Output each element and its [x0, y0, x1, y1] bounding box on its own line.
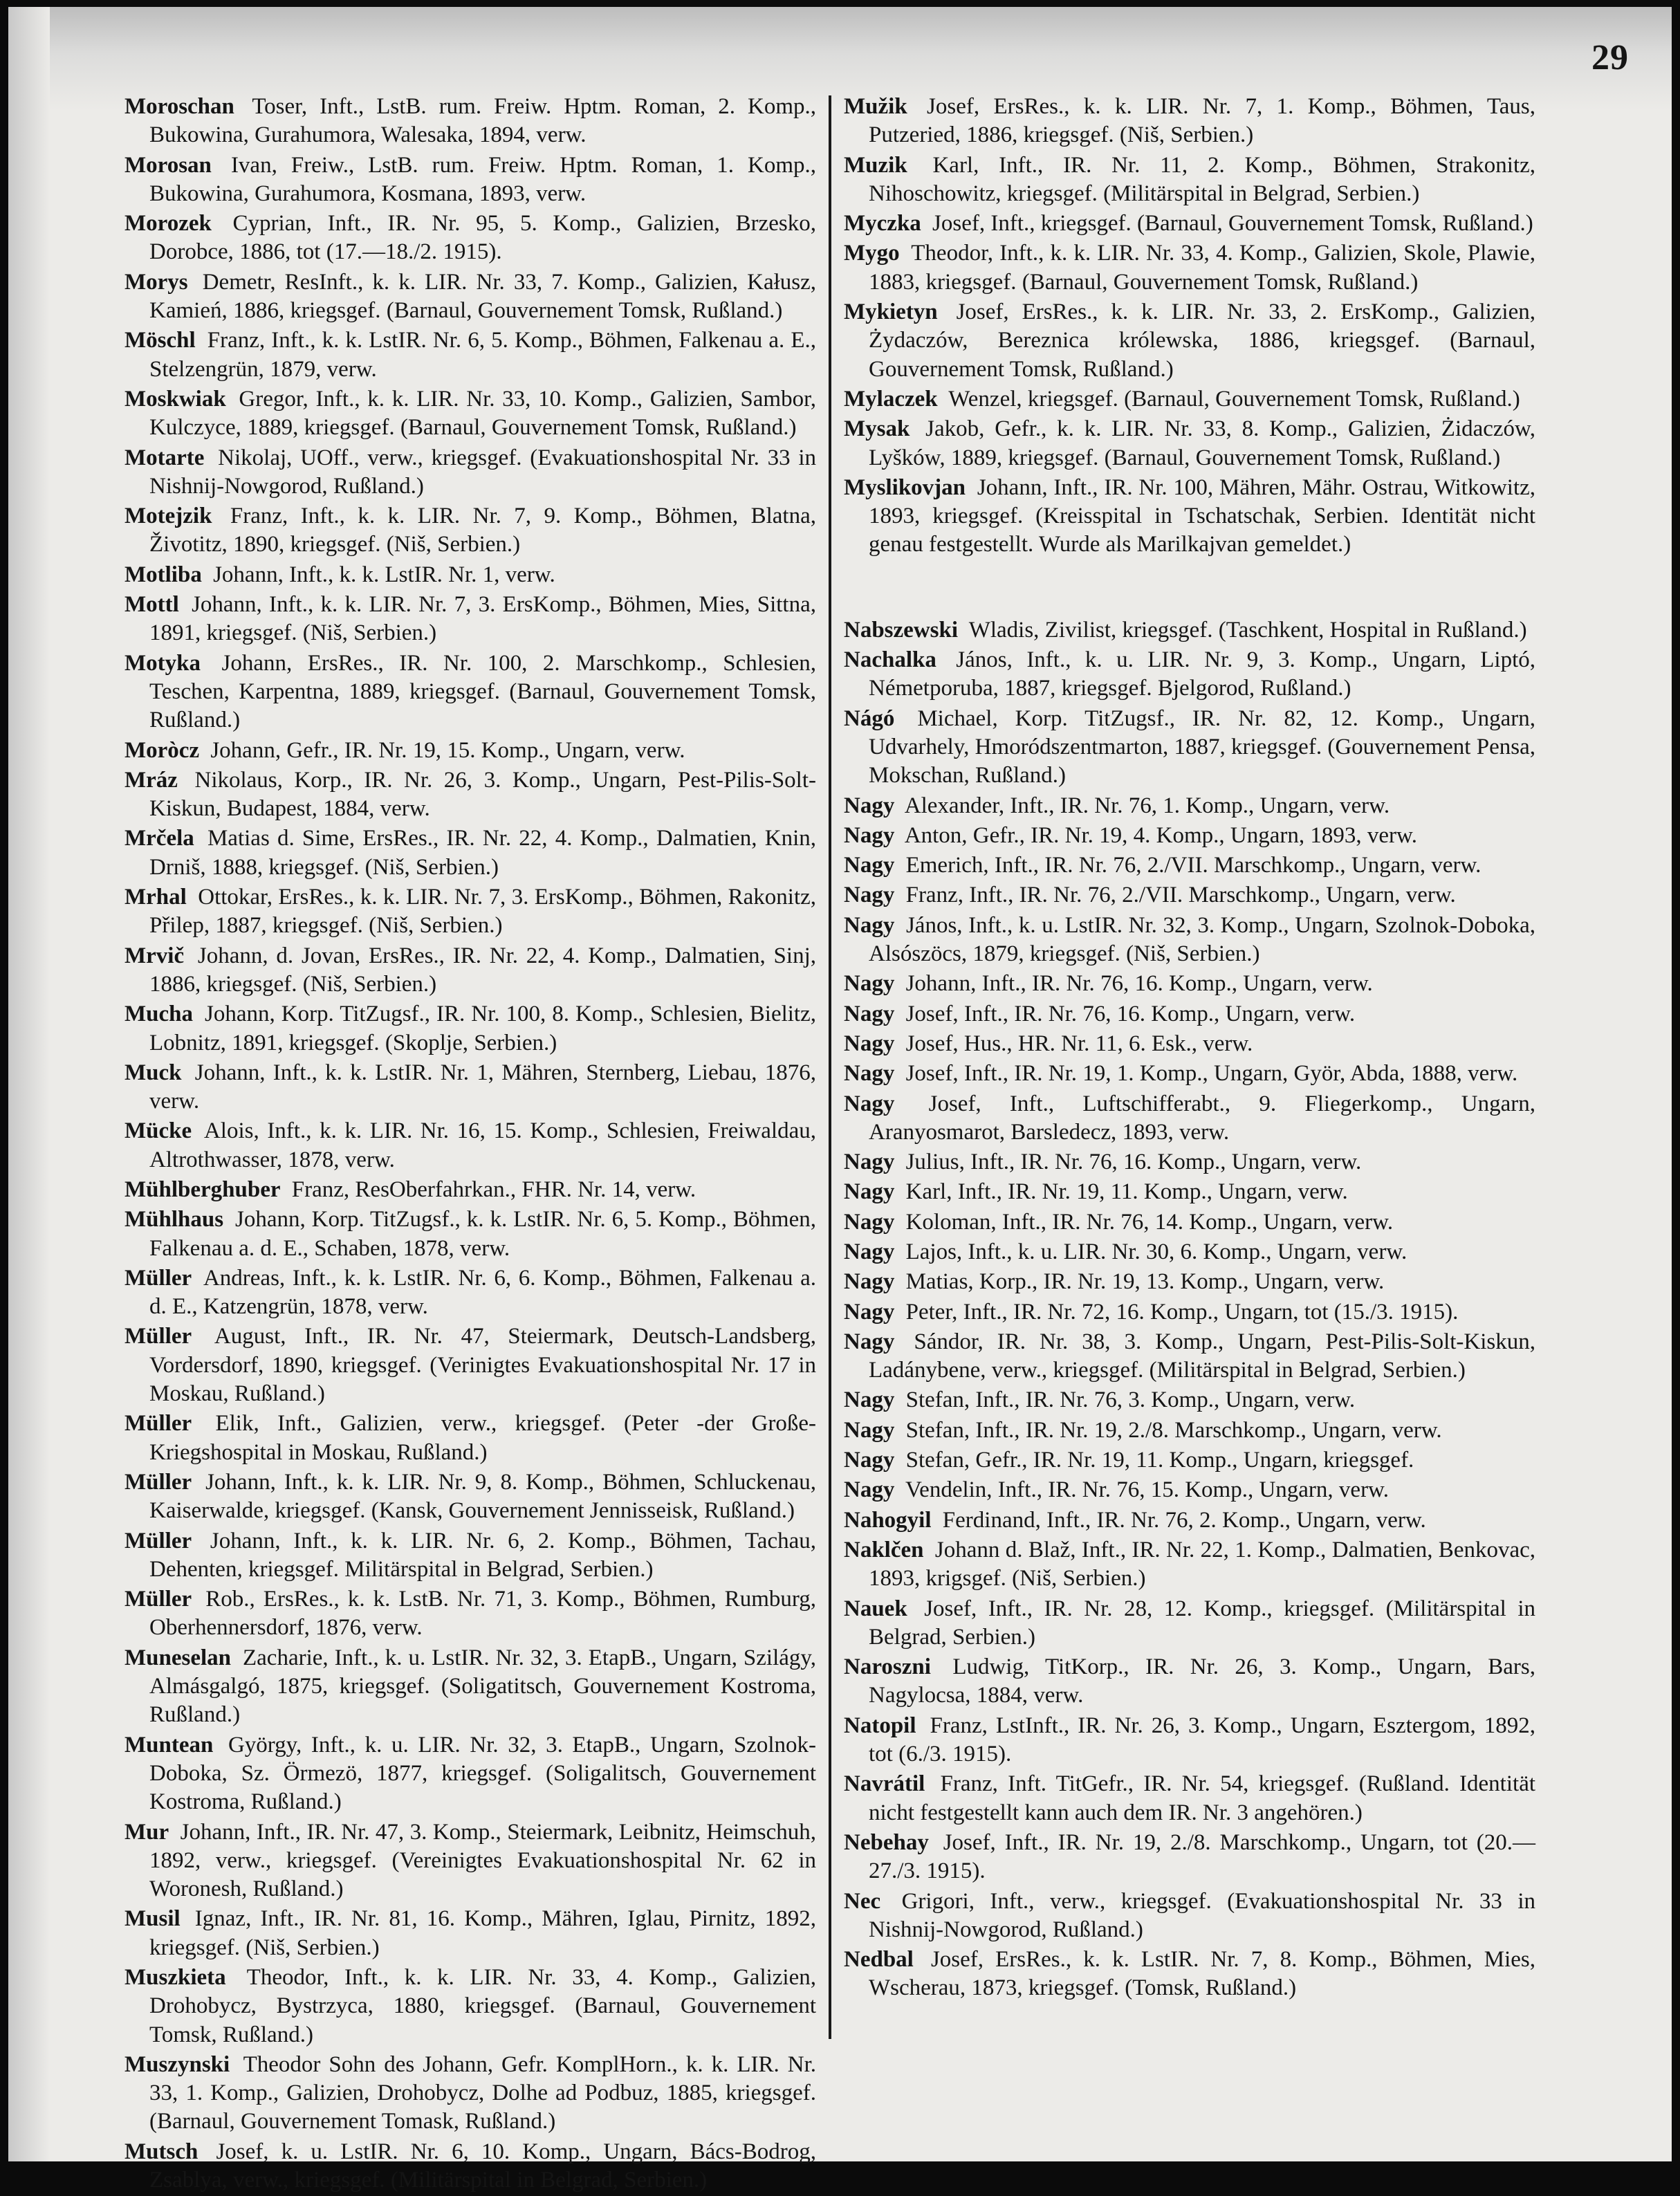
entry-details: Peter, Inft., IR. Nr. 72, 16. Komp., Ungarn, tot (15./3. 1915). [905, 1299, 1459, 1325]
register-entry [124, 1905, 816, 1962]
register-entry [844, 151, 1535, 209]
register-entry [844, 1238, 1535, 1266]
register-entry [124, 942, 816, 999]
entry-details: Nikolaj, UOff., verw., kriegsgef. (Evakuationshospital Nr. 33 in Nishnij-Nowgorod, Rußland.) [149, 445, 817, 499]
entry-surname: Nagy [844, 1477, 895, 1503]
entry-details: Johann, Inft., k. k. LIR. Nr. 7, 3. ErsKomp., Böhmen, Mies, Sittna, 1891, kriegsgef. (Niš, Serbien.) [149, 592, 816, 646]
entry-details: Ivan, Freiw., LstB. rum. Freiw. Hptm. Roman, 1. Komp., Bukowina, Gurahumora, Kosmana, 1893, verw. [149, 152, 817, 206]
register-entry [124, 824, 816, 882]
register-entry [124, 1176, 816, 1204]
register-entry [844, 1829, 1535, 1886]
register-entry [844, 1060, 1535, 1088]
entry-surname: Moroschan [124, 94, 234, 119]
entry-surname: Nagy [844, 1387, 895, 1413]
entry-surname: Moskwiak [124, 386, 226, 412]
register-entry [124, 1585, 816, 1643]
entry-details: Stefan, Gefr., IR. Nr. 19, 11. Komp., Ungarn, kriegsgef. [905, 1448, 1414, 1473]
right-column-n-entries [844, 616, 1535, 2003]
register-entry [844, 1328, 1535, 1385]
entry-surname: Nagy [844, 1150, 895, 1175]
entry-details: Alois, Inft., k. k. LIR. Nr. 16, 15. Komp., Schlesien, Freiwaldau, Altrothwasser, 1878, verw. [149, 1118, 816, 1172]
entry-surname: Nedbal [844, 1947, 914, 1973]
entry-surname: Musil [124, 1906, 181, 1932]
register-entry [124, 1731, 816, 1817]
entry-details: Karl, Inft., IR. Nr. 19, 11. Komp., Ungarn, verw. [905, 1179, 1348, 1205]
register-entry [124, 1468, 816, 1526]
entry-details: Josef, Hus., HR. Nr. 11, 6. Esk., verw. [905, 1031, 1253, 1056]
register-entry [844, 239, 1535, 297]
entry-details: Johann, ErsRes., IR. Nr. 100, 2. Marschkomp., Schlesien, Teschen, Karpentna, 1889, kriegsgef. (Barnaul, Gouvernement Tomsk, Rußland.) [149, 650, 817, 733]
entry-details: Ignaz, Inft., IR. Nr. 81, 16. Komp., Mähren, Iglau, Pirnitz, 1892, kriegsgef. (Niš, Serbien.) [149, 1906, 816, 1960]
entry-surname: Müller [124, 1411, 192, 1437]
register-entry [124, 1410, 816, 1467]
entry-surname: Nagy [844, 971, 895, 997]
register-entry [844, 881, 1535, 910]
register-entry [124, 385, 816, 443]
entry-details: Ottokar, ErsRes., k. k. LIR. Nr. 7, 3. ErsKomp., Böhmen, Rakonitz, Přilep, 1887, kriegsgef. (Niš, Serbien.) [149, 885, 817, 939]
register-entry [844, 1148, 1535, 1177]
entry-surname: Myslikovjan [844, 474, 966, 500]
entry-surname: Müller [124, 1324, 192, 1349]
entry-details: Johann, Inft., IR. Nr. 47, 3. Komp., Steiermark, Leibnitz, Heimschuh, 1892, verw., kriegsgef. (Vereinigtes Evakuationshospital Nr. 62 in Woronesh, Rußland.) [149, 1819, 816, 1902]
column-divider [829, 95, 831, 2039]
entry-surname: Müller [124, 1587, 192, 1612]
register-entry [844, 705, 1535, 791]
register-entry [844, 1030, 1535, 1058]
entry-details: Demetr, ResInft., k. k. LIR. Nr. 33, 7. Komp., Galizien, Kałusz, Kamień, 1886, kriegsgef. (Barnaul, Gouvernement Tomsk, Rußland.) [149, 269, 816, 324]
entry-details: Wenzel, kriegsgef. (Barnaul, Gouvernement Tomsk, Rußland.) [948, 386, 1520, 412]
register-entry [124, 1206, 816, 1263]
register-entry [124, 1264, 816, 1322]
register-entry [844, 1417, 1535, 1445]
entry-details: Stefan, Inft., IR. Nr. 19, 2./8. Marschkomp., Ungarn, verw. [905, 1417, 1442, 1443]
entry-surname: Mykietyn [844, 299, 938, 325]
section-gap [844, 561, 1535, 616]
entry-details: Josef, Inft., IR. Nr. 19, 1. Komp., Ungarn, Györ, Abda, 1888, verw. [905, 1061, 1518, 1087]
entry-details: Matias d. Sime, ErsRes., IR. Nr. 22, 4. Komp., Dalmatien, Knin, Drniš, 1888, kriegsgef. (Niš, Serbien.) [149, 826, 817, 880]
register-entry [124, 1818, 816, 1904]
entry-surname: Nagy [844, 1001, 895, 1026]
entry-details: Theodor, Inft., k. k. LIR. Nr. 33, 4. Komp., Galizien, Drohobycz, Bystrzyca, 1880, kriegsgef. (Barnaul, Gouvernement Tomsk, Rußland.) [149, 1965, 816, 2047]
entry-details: Matias, Korp., IR. Nr. 19, 13. Komp., Ungarn, verw. [905, 1269, 1385, 1295]
register-entry [844, 851, 1535, 880]
entry-details: Julius, Inft., IR. Nr. 76, 16. Komp., Ungarn, verw. [905, 1150, 1362, 1175]
entry-surname: Nagy [844, 1179, 895, 1205]
register-entry [124, 591, 816, 648]
register-entry [844, 970, 1535, 998]
register-entry [844, 298, 1535, 384]
register-entry [844, 1268, 1535, 1296]
entry-surname: Mráz [124, 767, 178, 793]
entry-details: Johann, d. Jovan, ErsRes., IR. Nr. 22, 4. Komp., Dalmatien, Sinj, 1886, kriegsgef. (Niš, Serbien.) [149, 943, 817, 997]
entry-surname: Muszkieta [124, 1965, 226, 1990]
entry-details: Koloman, Inft., IR. Nr. 76, 14. Komp., Ungarn, verw. [905, 1209, 1394, 1235]
register-entry [124, 151, 816, 209]
entry-surname: Naroszni [844, 1654, 931, 1680]
entry-details: János, Inft., k. u. LstIR. Nr. 32, 3. Komp., Ungarn, Szolnok-Doboka, Alsószöcs, 1879, kriegsgef. (Niš, Serbien.) [869, 912, 1535, 967]
entry-details: Johann d. Blaž, Inft., IR. Nr. 22, 1. Komp., Dalmatien, Benkovac, 1893, krigsgef. (Niš, Serbien.) [869, 1537, 1536, 1591]
entry-surname: Muck [124, 1060, 182, 1085]
entry-surname: Nagy [844, 1269, 895, 1295]
entry-details: Franz, LstInft., IR. Nr. 26, 3. Komp., Ungarn, Esztergom, 1892, tot (6./3. 1915). [869, 1713, 1536, 1767]
entry-surname: Mutsch [124, 2139, 199, 2164]
entry-surname: Müller [124, 1469, 192, 1495]
register-entry [124, 1964, 816, 2049]
register-entry [844, 1000, 1535, 1028]
entry-details: Ludwig, TitKorp., IR. Nr. 26, 3. Komp., Ungarn, Bars, Nagylocsa, 1884, verw. [869, 1654, 1535, 1708]
register-entry [844, 1712, 1535, 1769]
entry-details: Johann, Korp. TitZugsf., IR. Nr. 100, 8. Komp., Schlesien, Bielitz, Lobnitz, 1891, kriegsgef. (Skoplje, Serbien.) [149, 1002, 816, 1055]
entry-surname: Morosan [124, 152, 212, 178]
entry-details: Josef, Inft., kriegsgef. (Barnaul, Gouvernement Tomsk, Rußland.) [932, 211, 1533, 237]
register-entry [124, 737, 816, 765]
register-entry [124, 1059, 816, 1116]
entry-details: Gregor, Inft., k. k. LIR. Nr. 33, 10. Komp., Galizien, Sambor, Kulczyce, 1889, kriegsgef. (Barnaul, Gouvernement Tomsk, Rußland.) [149, 386, 816, 441]
entry-details: Johann, Inft., k. k. LIR. Nr. 6, 2. Komp., Böhmen, Tachau, Dehenten, kriegsgef. Militärspital in Belgrad, Serbien.) [149, 1528, 817, 1582]
register-entry [124, 649, 816, 735]
entry-surname: Nagy [844, 1329, 895, 1354]
entry-surname: Muszynski [124, 2051, 230, 2077]
entry-surname: Mužik [844, 94, 907, 119]
register-entry [844, 1770, 1535, 1827]
entry-surname: Motarte [124, 445, 205, 470]
entry-surname: Motejzik [124, 504, 212, 529]
register-entry [124, 561, 816, 589]
register-entry [844, 385, 1535, 414]
entry-surname: Nebehay [844, 1829, 929, 1855]
entry-details: Emerich, Inft., IR. Nr. 76, 2./VII. Marschkomp., Ungarn, verw. [905, 853, 1481, 878]
entry-surname: Nagy [844, 822, 895, 848]
entry-surname: Möschl [124, 328, 196, 353]
entry-surname: Mrhal [124, 885, 187, 910]
entry-surname: Nagy [844, 1031, 895, 1056]
entry-details: Alexander, Inft., IR. Nr. 76, 1. Komp., Ungarn, verw. [904, 793, 1390, 818]
entry-surname: Muntean [124, 1732, 214, 1757]
entry-details: Johann, Inft., k. k. LstIR. Nr. 1, verw. [213, 562, 555, 587]
entry-details: Johann, Inft., IR. Nr. 76, 16. Komp., Ungarn, verw. [905, 971, 1373, 997]
entry-surname: Mur [124, 1819, 169, 1845]
entry-surname: Nagy [844, 1091, 895, 1116]
register-entry [124, 1527, 816, 1585]
entry-surname: Mühlhaus [124, 1207, 224, 1233]
register-entry [124, 766, 816, 824]
register-entry [844, 1298, 1535, 1327]
entry-details: Josef, ErsRes., k. k. LIR. Nr. 33, 2. ErsKomp., Galizien, Żydaczów, Bereznica królewska, 1886, kriegsgef. (Barnaul, Gouvernement Tomsk, Rußland.) [869, 299, 1535, 382]
entry-details: Josef, Inft., IR. Nr. 28, 12. Komp., kriegsgef. (Militärspital in Belgrad, Serbien.) [869, 1596, 1535, 1650]
register-entry [844, 1653, 1535, 1710]
scan-shadow-left [8, 7, 50, 2161]
entry-surname: Müller [124, 1265, 192, 1291]
register-entry [124, 1000, 816, 1058]
register-entry [124, 444, 816, 501]
register-entry [844, 1090, 1535, 1147]
entry-details: Elik, Inft., Galizien, verw., kriegsgef. (Peter -der Große-Kriegshospital in Moskau, Rußland.) [149, 1411, 817, 1465]
entry-details: August, Inft., IR. Nr. 47, Steiermark, Deutsch-Landsberg, Vordersdorf, 1890, kriegsgef. (Verinigtes Evakuationshospital Nr. 17 in Moskau, Rußland.) [149, 1324, 816, 1407]
entry-details: Franz, Inft. TitGefr., IR. Nr. 54, kriegsgef. (Rußland. Identität nicht festgestellt kann auch dem IR. Nr. 3 angehören.) [869, 1771, 1536, 1825]
entry-surname: Naklčen [844, 1537, 924, 1562]
entry-surname: Nágó [844, 705, 895, 731]
entry-surname: Müller [124, 1528, 192, 1553]
register-entry [844, 1476, 1535, 1504]
entry-details: Toser, Inft., LstB. rum. Freiw. Hptm. Roman, 2. Komp., Bukowina, Gurahumora, Walesaka, 1894, verw. [149, 94, 816, 148]
register-entry [844, 93, 1535, 150]
entry-surname: Mottl [124, 592, 179, 618]
entry-details: Johann, Inft., IR. Nr. 100, Mähren, Mähr. Ostrau, Witkowitz, 1893, kriegsgef. (Kreisspital in Tschatschak, Serbien. Identität nicht genau festgestellt. Wurde als Marilkajvan gemeldet.) [869, 474, 1536, 557]
entry-surname: Motliba [124, 562, 202, 587]
entry-surname: Muzik [844, 152, 907, 178]
register-entry [124, 2138, 816, 2195]
entry-details: Johann, Korp. TitZugsf., k. k. LstIR. Nr. 6, 5. Komp., Böhmen, Falkenau a. d. E., Schaben, 1878, verw. [149, 1207, 816, 1261]
entry-details: János, Inft., k. u. LIR. Nr. 9, 3. Komp., Ungarn, Liptó, Németporuba, 1887, kriegsgef. Bjelgorod, Rußland.) [869, 647, 1535, 701]
entry-surname: Nagy [844, 1448, 895, 1473]
entry-details: Josef, k. u. LstIR. Nr. 6, 10. Komp., Ungarn, Bács-Bodrog, Zsablya, verw., kriegsgef. (Militärspital in Belgrad, Serbien.) [149, 2139, 817, 2193]
entry-details: Jakob, Gefr., k. k. LIR. Nr. 33, 8. Komp., Galizien, Żidaczów, Lyšków, 1889, kriegsgef. (Barnaul, Gouvernement Tomsk, Rußland.) [869, 416, 1535, 470]
register-entry [124, 93, 816, 150]
register-entry [124, 210, 816, 267]
register-entry [844, 1446, 1535, 1475]
entry-details: Franz, ResOberfahrkan., FHR. Nr. 14, verw. [291, 1177, 696, 1202]
page-number: 29 [1591, 38, 1629, 77]
right-column [844, 93, 1535, 2004]
entry-details: Rob., ErsRes., k. k. LstB. Nr. 71, 3. Komp., Böhmen, Rumburg, Oberhennersdorf, 1876, verw. [149, 1587, 817, 1641]
entry-surname: Nagy [844, 883, 895, 908]
entry-surname: Mucha [124, 1002, 193, 1027]
entry-surname: Nahogyil [844, 1507, 932, 1533]
register-entry [844, 646, 1535, 703]
entry-details: Johann, Inft., k. k. LstIR. Nr. 1, Mähren, Sternberg, Liebau, 1876, verw. [149, 1060, 816, 1114]
entry-details: Vendelin, Inft., IR. Nr. 76, 15. Komp., Ungarn, verw. [905, 1477, 1389, 1503]
entry-surname: Nec [844, 1888, 881, 1914]
register-entry [124, 2051, 816, 2137]
entry-surname: Morozek [124, 211, 212, 237]
entry-surname: Nagy [844, 1209, 895, 1235]
entry-surname: Mygo [844, 241, 900, 266]
register-entry [124, 883, 816, 941]
entry-surname: Nagy [844, 793, 895, 818]
entry-details: Grigori, Inft., verw., kriegsgef. (Evakuationshospital Nr. 33 in Nishnij-Nowgorod, Rußland.) [869, 1888, 1536, 1942]
entry-details: Wladis, Zivilist, kriegsgef. (Taschkent, Hospital in Rußland.) [968, 617, 1527, 643]
entry-surname: Nagy [844, 1239, 895, 1264]
register-entry [124, 268, 816, 326]
register-entry [124, 326, 816, 384]
entry-surname: Nauek [844, 1596, 907, 1621]
register-entry [844, 1536, 1535, 1594]
entry-details: Karl, Inft., IR. Nr. 11, 2. Komp., Böhmen, Strakonitz, Nihoschowitz, kriegsgef. (Militärspital in Belgrad, Serbien.) [869, 152, 1536, 206]
entry-details: Josef, ErsRes., k. k. LstIR. Nr. 7, 8. Komp., Böhmen, Mies, Wscherau, 1873, kriegsgef. (Tomsk, Rußland.) [869, 1947, 1536, 2001]
entry-details: Josef, Inft., Luftschifferabt., 9. Fliegerkomp., Ungarn, Aranyosmarot, Barsledecz, 1893, verw. [869, 1091, 1536, 1145]
register-entry [844, 1386, 1535, 1414]
entry-details: Johann, Inft., k. k. LIR. Nr. 9, 8. Komp., Böhmen, Schluckenau, Kaiserwalde, kriegsgef. (Kansk, Gouvernement Jennisseisk, Rußland.) [149, 1469, 817, 1524]
entry-details: Josef, Inft., IR. Nr. 76, 16. Komp., Ungarn, verw. [905, 1001, 1356, 1026]
entry-surname: Mylaczek [844, 386, 938, 412]
entry-surname: Mücke [124, 1118, 192, 1144]
register-entry [844, 912, 1535, 969]
register-entry [124, 1644, 816, 1730]
left-column [124, 93, 816, 2196]
entry-details: György, Inft., k. u. LIR. Nr. 32, 3. EtapB., Ungarn, Szolnok-Doboka, Sz. Örmezö, 1877, kriegsgef. (Soligalitsch, Gouvernement Kostroma, Rußland.) [149, 1732, 816, 1815]
entry-surname: Mysak [844, 416, 910, 442]
entry-details: Cyprian, Inft., IR. Nr. 95, 5. Komp., Galizien, Brzesko, Dorobce, 1886, tot (17.—18./2. 1915). [149, 211, 816, 265]
entry-details: Lajos, Inft., k. u. LIR. Nr. 30, 6. Komp., Ungarn, verw. [905, 1239, 1407, 1264]
entry-surname: Nagy [844, 1299, 895, 1325]
entry-details: Ferdinand, Inft., IR. Nr. 76, 2. Komp., Ungarn, verw. [942, 1507, 1426, 1533]
entry-surname: Nagy [844, 853, 895, 878]
entry-surname: Nagy [844, 1061, 895, 1087]
entry-details: Franz, Inft., IR. Nr. 76, 2./VII. Marschkomp., Ungarn, verw. [905, 883, 1456, 908]
register-entry [844, 1595, 1535, 1652]
register-entry [844, 822, 1535, 850]
entry-surname: Muneselan [124, 1645, 232, 1670]
register-entry [844, 792, 1535, 820]
right-column-m-entries [844, 93, 1535, 560]
entry-surname: Myczka [844, 211, 921, 237]
register-entry [844, 1506, 1535, 1535]
entry-surname: Mühlberghuber [124, 1177, 281, 1202]
entry-surname: Mrvič [124, 943, 185, 968]
entry-surname: Natopil [844, 1713, 916, 1738]
entry-details: Michael, Korp. TitZugsf., IR. Nr. 82, 12. Komp., Ungarn, Udvarhely, Hmoródszentmarton, 1887, kriegsgef. (Gouvernement Pensa, Mokschan, Rußland.) [869, 705, 1536, 788]
entry-surname: Nagy [844, 912, 895, 938]
register-entry [844, 1888, 1535, 1945]
entry-details: Josef, Inft., IR. Nr. 19, 2./8. Marschkomp., Ungarn, tot (20.—27./3. 1915). [869, 1829, 1535, 1884]
register-entry [844, 616, 1535, 645]
entry-surname: Morys [124, 269, 188, 295]
register-entry [844, 415, 1535, 472]
entry-surname: Mrčela [124, 826, 194, 851]
entry-surname: Navrátil [844, 1771, 925, 1797]
entry-details: Nikolaus, Korp., IR. Nr. 26, 3. Komp., Ungarn, Pest-Pilis-Solt-Kiskun, Budapest, 1884, verw. [149, 767, 816, 822]
entry-surname: Nachalka [844, 647, 936, 673]
entry-details: Zacharie, Inft., k. u. LstIR. Nr. 32, 3. EtapB., Ungarn, Szilágy, Almásgalgó, 1875, kriegsgef. (Soligatitsch, Gouvernement Kostroma, Rußland.) [149, 1645, 817, 1728]
register-entry [124, 502, 816, 560]
entry-surname: Motyka [124, 650, 201, 676]
entry-details: Sándor, IR. Nr. 38, 3. Komp., Ungarn, Pest-Pilis-Solt-Kiskun, Ladánybene, verw., kriegsgef. (Militärspital in Belgrad, Serbien.) [869, 1329, 1535, 1383]
register-entry [124, 1322, 816, 1408]
entry-details: Anton, Gefr., IR. Nr. 19, 4. Komp., Ungarn, 1893, verw. [904, 822, 1417, 848]
register-entry [124, 1117, 816, 1174]
register-entry [844, 474, 1535, 560]
entry-details: Stefan, Inft., IR. Nr. 76, 3. Komp., Ungarn, verw. [905, 1387, 1356, 1413]
register-entry [844, 1946, 1535, 2003]
entry-details: Franz, Inft., k. k. LIR. Nr. 7, 9. Komp., Böhmen, Blatna, Životitz, 1890, kriegsgef. (Niš, Serbien.) [149, 504, 816, 557]
entry-details: Andreas, Inft., k. k. LstIR. Nr. 6, 6. Komp., Böhmen, Falkenau a. d. E., Katzengrün, 1878, verw. [149, 1265, 816, 1320]
register-entry [844, 210, 1535, 238]
entry-surname: Nagy [844, 1417, 895, 1443]
entry-surname: Moròcz [124, 737, 200, 763]
register-entry [844, 1178, 1535, 1206]
entry-details: Josef, ErsRes., k. k. LIR. Nr. 7, 1. Komp., Böhmen, Taus, Putzeried, 1886, kriegsgef. (Niš, Serbien.) [869, 94, 1536, 148]
entry-details: Johann, Gefr., IR. Nr. 19, 15. Komp., Ungarn, verw. [210, 737, 685, 763]
entry-details: Franz, Inft., k. k. LstIR. Nr. 6, 5. Komp., Böhmen, Falkenau a. E., Stelzengrün, 1879, verw. [149, 328, 817, 382]
entry-surname: Nabszewski [844, 617, 959, 643]
document-page [8, 7, 1672, 2193]
register-entry [844, 1208, 1535, 1237]
entry-details: Theodor, Inft., k. k. LIR. Nr. 33, 4. Komp., Galizien, Skole, Plawie, 1883, kriegsgef. (Barnaul, Gouvernement Tomsk, Rußland.) [869, 241, 1535, 295]
entry-details: Theodor Sohn des Johann, Gefr. KomplHorn., k. k. LIR. Nr. 33, 1. Komp., Galizien, Drohobycz, Dolhe ad Podbuz, 1885, kriegsgef. (Barnaul, Gouvernement Tomask, Rußland.) [149, 2051, 816, 2134]
